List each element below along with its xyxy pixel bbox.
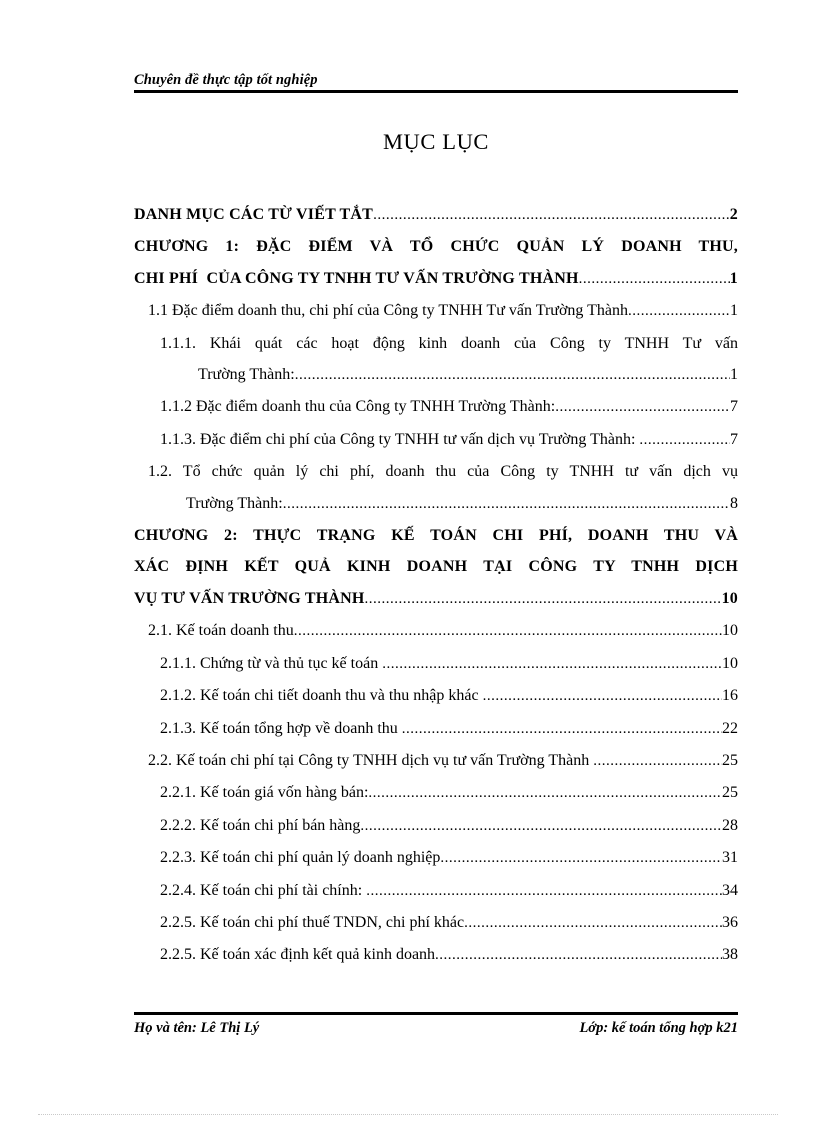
toc-item-page: 25 <box>722 784 738 802</box>
toc-item[interactable] <box>160 328 738 392</box>
toc-item-page: 31 <box>722 849 738 867</box>
toc-item-label: 2.2.2. Kế toán chi phí bán hàng <box>160 816 361 834</box>
toc-item-line: XÁC ĐỊNH KẾT QUẢ KINH DOANH TẠI CÔNG TY TNHH DỊCH <box>134 558 738 576</box>
toc-item[interactable] <box>134 231 738 295</box>
toc-item-label: 1.1.2 Đặc điểm doanh thu của Công ty TNHH Trường Thành: <box>160 398 556 416</box>
toc-item-page: 7 <box>730 430 738 448</box>
table-of-contents <box>134 199 738 972</box>
toc-item-page: 34 <box>722 881 738 899</box>
toc-item-label: 2.2.5. Kế toán chi phí thuế TNDN, chi phí khác <box>160 913 465 931</box>
toc-item-line: CHƯƠNG 2: THỰC TRẠNG KẾ TOÁN CHI PHÍ, DOANH THU VÀ <box>134 527 738 545</box>
toc-item-page: 22 <box>722 719 738 737</box>
running-footer <box>134 1012 738 1037</box>
dot-leader <box>555 392 730 423</box>
toc-item-label: 2.1.1. Chứng từ và thủ tục kế toán <box>160 654 383 672</box>
toc-item[interactable] <box>134 199 738 231</box>
page-title: MỤC LỤC <box>382 129 490 154</box>
toc-item[interactable] <box>148 456 738 520</box>
toc-item-page: 28 <box>722 816 738 834</box>
dot-leader <box>402 714 722 745</box>
dot-leader <box>440 843 722 874</box>
toc-item[interactable] <box>134 520 738 615</box>
toc-item-label: 2.2.3. Kế toán chi phí quản lý doanh nghiệp <box>160 849 441 867</box>
toc-item-page: 1 <box>729 269 738 287</box>
dot-leader <box>360 811 722 842</box>
toc-item-label: Trường Thành: <box>186 494 283 512</box>
toc-item[interactable] <box>160 777 738 809</box>
header-divider <box>134 90 738 93</box>
toc-item-line: 1.2. Tổ chức quản lý chi phí, doanh thu của Công ty TNHH tư vấn dịch vụ <box>148 463 738 481</box>
toc-item-page: 10 <box>722 622 738 640</box>
toc-item[interactable] <box>160 939 738 971</box>
toc-item-page: 2 <box>729 206 738 223</box>
toc-item-page: 10 <box>722 654 738 672</box>
toc-item-label: 2.2. Kế toán chi phí tại Công ty TNHH dịch vụ tư vấn Trường Thành <box>148 751 594 769</box>
dot-leader <box>382 649 722 680</box>
toc-item-label: DANH MỤC CÁC TỪ VIẾT TẮT <box>134 206 374 223</box>
toc-item-page: 1 <box>730 302 738 320</box>
dot-leader <box>283 489 730 520</box>
footer-class: Lớp: kế toán tổng hợp k21 <box>579 1020 738 1036</box>
toc-item-label: 2.1.3. Kế toán tổng hợp về doanh thu <box>160 719 402 737</box>
dot-leader <box>435 940 722 971</box>
toc-item[interactable] <box>148 615 738 647</box>
dot-leader <box>579 264 730 295</box>
dot-leader <box>373 200 730 231</box>
toc-item[interactable] <box>160 648 738 680</box>
toc-item[interactable] <box>160 842 738 874</box>
toc-item[interactable] <box>160 680 738 712</box>
dot-leader <box>483 681 722 712</box>
toc-item-page: 16 <box>722 687 738 705</box>
toc-item[interactable] <box>160 424 738 456</box>
toc-item-page: 10 <box>721 589 738 607</box>
toc-item[interactable] <box>160 907 738 939</box>
dot-leader <box>464 908 722 939</box>
toc-item-label: 2.1. Kế toán doanh thu <box>148 622 294 640</box>
toc-item[interactable] <box>160 391 738 423</box>
toc-item[interactable] <box>160 810 738 842</box>
toc-item-label: 2.2.1. Kế toán giá vốn hàng bán: <box>160 784 369 802</box>
toc-item[interactable] <box>160 713 738 745</box>
toc-item-label: 2.2.4. Kế toán chi phí tài chính: <box>160 881 367 899</box>
toc-item-page: 7 <box>730 398 738 416</box>
toc-item-page: 36 <box>722 913 738 931</box>
header-title: Chuyên đề thực tập tốt nghiệp <box>134 72 318 88</box>
toc-item-label: 2.1.2. Kế toán chi tiết doanh thu và thu nhập khác <box>160 687 483 705</box>
toc-item-label: VỤ TƯ VẤN TRƯỜNG THÀNH <box>134 589 365 607</box>
toc-item-page: 1 <box>730 366 738 384</box>
dot-leader <box>365 584 722 615</box>
toc-item-page: 8 <box>730 494 738 512</box>
dot-leader <box>593 746 722 777</box>
dot-leader <box>294 616 722 647</box>
dot-leader <box>639 425 730 456</box>
footer-author: Họ và tên: Lê Thị Lý <box>134 1020 260 1036</box>
toc-item[interactable] <box>160 875 738 907</box>
toc-item[interactable] <box>148 745 738 777</box>
dot-leader <box>295 360 730 391</box>
dot-leader <box>628 296 730 327</box>
scan-edge-artifact <box>38 1114 778 1116</box>
toc-item-label: 2.2.5. Kế toán xác định kết quả kinh doanh <box>160 946 436 964</box>
toc-item-page: 25 <box>722 751 738 769</box>
toc-item[interactable] <box>148 295 738 327</box>
running-header <box>134 72 738 101</box>
toc-item-label: CHI PHÍ CỦA CÔNG TY TNHH TƯ VẤN TRƯỜNG THÀNH <box>134 269 579 287</box>
toc-item-label: 1.1.3. Đặc điểm chi phí của Công ty TNHH tư vấn dịch vụ Trường Thành: <box>160 430 640 448</box>
toc-item-page: 38 <box>722 946 738 964</box>
footer-divider <box>134 1012 738 1015</box>
dot-leader <box>368 778 722 809</box>
toc-item-line: 1.1.1. Khái quát các hoạt động kinh doanh của Công ty TNHH Tư vấn <box>160 334 738 352</box>
dot-leader <box>366 876 722 907</box>
toc-item-label: 1.1 Đặc điểm doanh thu, chi phí của Công ty TNHH Tư vấn Trường Thành <box>148 302 628 320</box>
toc-item-label: Trường Thành: <box>198 366 295 384</box>
toc-item-line: CHƯƠNG 1: ĐẶC ĐIỂM VÀ TỔ CHỨC QUẢN LÝ DOANH THU, <box>134 238 738 256</box>
